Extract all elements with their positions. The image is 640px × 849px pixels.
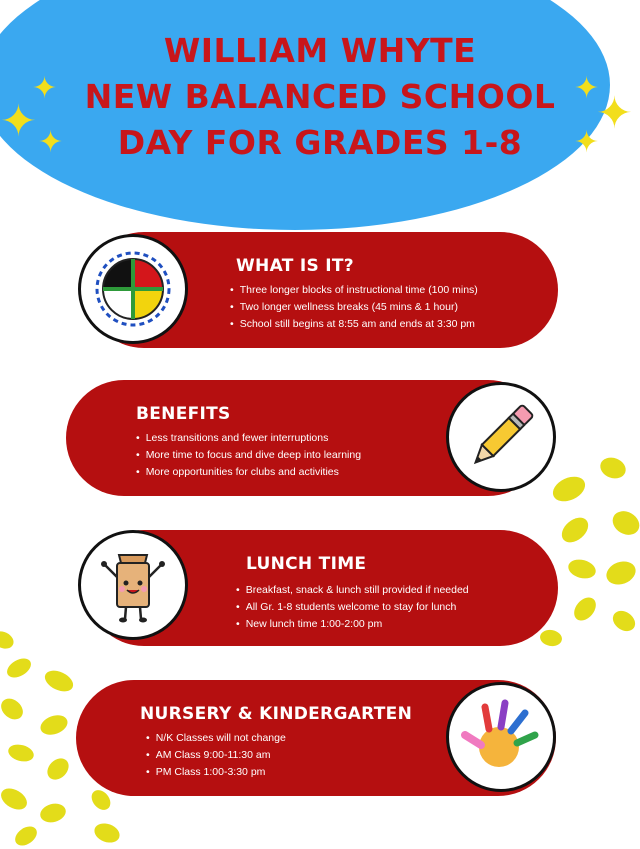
sparkle-icon: ✦ bbox=[596, 89, 633, 138]
sparkle-icon: ✦ bbox=[574, 126, 600, 159]
lunch-bag-circle bbox=[78, 530, 188, 640]
list-item: • N/K Classes will not change bbox=[146, 730, 286, 747]
section-heading: NURSERY & KINDERGARTEN bbox=[140, 704, 413, 724]
pencil-circle bbox=[446, 382, 556, 492]
bullet-list bbox=[230, 282, 478, 333]
title-line-3: DAY FOR GRADES 1-8 bbox=[117, 123, 523, 162]
medicine-wheel-circle bbox=[78, 234, 188, 344]
list-item: • Less transitions and fewer interruptions bbox=[136, 430, 361, 447]
sparkle-icon: ✦ bbox=[574, 72, 600, 105]
section-heading: WHAT IS IT? bbox=[236, 256, 354, 276]
bullet-list bbox=[146, 730, 286, 781]
pencil-icon bbox=[449, 385, 553, 489]
list-item: • All Gr. 1-8 students welcome to stay for lunch bbox=[236, 599, 469, 616]
list-item: • School still begins at 8:55 am and ends at 3:30 pm bbox=[230, 316, 478, 333]
poster-title bbox=[40, 28, 600, 166]
title-line-2: NEW BALANCED SCHOOL bbox=[84, 77, 556, 116]
section-heading: LUNCH TIME bbox=[246, 554, 367, 574]
title-line-1: WILLIAM WHYTE bbox=[163, 31, 477, 70]
list-item: • More opportunities for clubs and activities bbox=[136, 464, 361, 481]
bullet-list bbox=[236, 582, 469, 633]
list-item: • Three longer blocks of instructional time (100 mins) bbox=[230, 282, 478, 299]
list-item: • New lunch time 1:00-2:00 pm bbox=[236, 616, 469, 633]
sparkle-icon: ✦ bbox=[32, 72, 58, 105]
section-heading: BENEFITS bbox=[136, 404, 231, 424]
sparkle-icon: ✦ bbox=[38, 126, 64, 159]
list-item: • More time to focus and dive deep into learning bbox=[136, 447, 361, 464]
handprint-icon bbox=[449, 685, 553, 789]
list-item: • PM Class 1:00-3:30 pm bbox=[146, 764, 286, 781]
sparkle-icon: ✦ bbox=[0, 97, 37, 146]
list-item: • Breakfast, snack & lunch still provided if needed bbox=[236, 582, 469, 599]
handprint-circle bbox=[446, 682, 556, 792]
lunch-bag-icon bbox=[81, 533, 185, 637]
bullet-list bbox=[136, 430, 361, 481]
list-item: • Two longer wellness breaks (45 mins & 1 hour) bbox=[230, 299, 478, 316]
list-item: • AM Class 9:00-11:30 am bbox=[146, 747, 286, 764]
medicine-wheel-icon bbox=[81, 237, 185, 341]
